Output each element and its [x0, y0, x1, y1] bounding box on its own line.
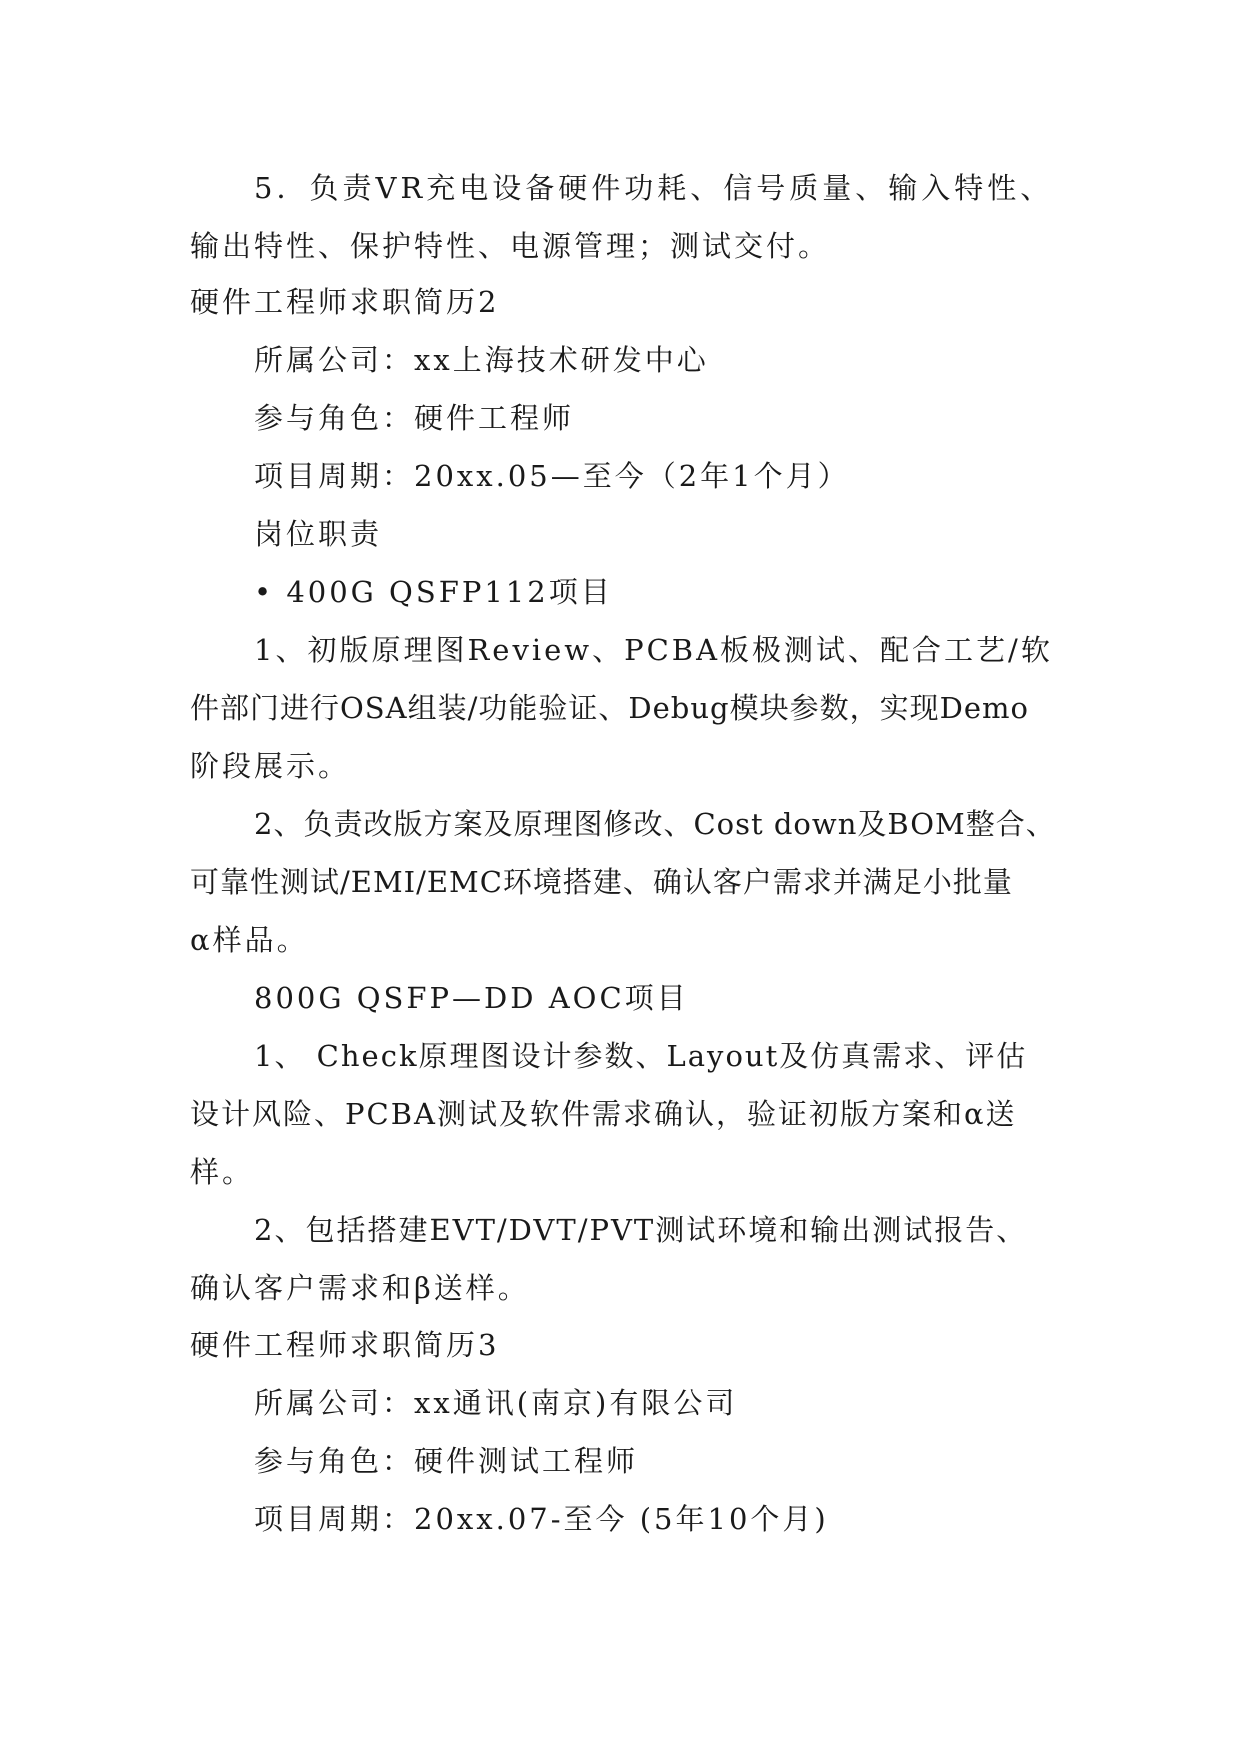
- text-line: 输出特性、保护特性、电源管理；测试交付。: [190, 229, 831, 263]
- text-line: 800G QSFP—DD AOC项目: [254, 981, 689, 1015]
- text-line: 5．负责VR充电设备硬件功耗、信号质量、输入特性、: [254, 171, 1054, 205]
- text-line: 项目周期：20xx.07-至今 (5年10个月): [254, 1502, 829, 1536]
- text-line: 2、包括搭建EVT/DVT/PVT测试环境和输出测试报告、: [254, 1213, 1028, 1247]
- text-line: 项目周期：20xx.05—至今（2年1个月）: [254, 459, 850, 493]
- text-line: 岗位职责: [254, 517, 383, 551]
- text-line: 参与角色：硬件测试工程师: [254, 1444, 639, 1478]
- text-line: 确认客户需求和β送样。: [190, 1271, 530, 1305]
- text-line: 所属公司：xx上海技术研发中心: [254, 343, 709, 377]
- text-line: 阶段展示。: [190, 749, 351, 783]
- section-heading: 硬件工程师求职简历2: [190, 285, 500, 319]
- text-line: 可靠性测试/EMI/EMC环境搭建、确认客户需求并满足小批量: [190, 865, 1013, 899]
- section-heading: 硬件工程师求职简历3: [190, 1328, 500, 1362]
- bullet-item: • 400G QSFP112项目: [254, 575, 613, 609]
- text-line: 设计风险、PCBA测试及软件需求确认，验证初版方案和α送: [190, 1097, 1017, 1131]
- text-line: α样品。: [190, 923, 309, 957]
- text-line: 件部门进行OSA组装/功能验证、Debug模块参数，实现Demo: [190, 691, 1029, 725]
- text-line: 样。: [190, 1155, 255, 1189]
- text-line: 所属公司：xx通讯(南京)有限公司: [254, 1386, 738, 1420]
- text-line: 1、初版原理图Review、PCBA板极测试、配合工艺/软: [254, 633, 1053, 667]
- text-line: 参与角色：硬件工程师: [254, 401, 575, 435]
- text-line: 2、负责改版方案及原理图修改、Cost down及BOM整合、: [254, 807, 1056, 841]
- text-line: 1、 Check原理图设计参数、Layout及仿真需求、评估: [254, 1039, 1028, 1073]
